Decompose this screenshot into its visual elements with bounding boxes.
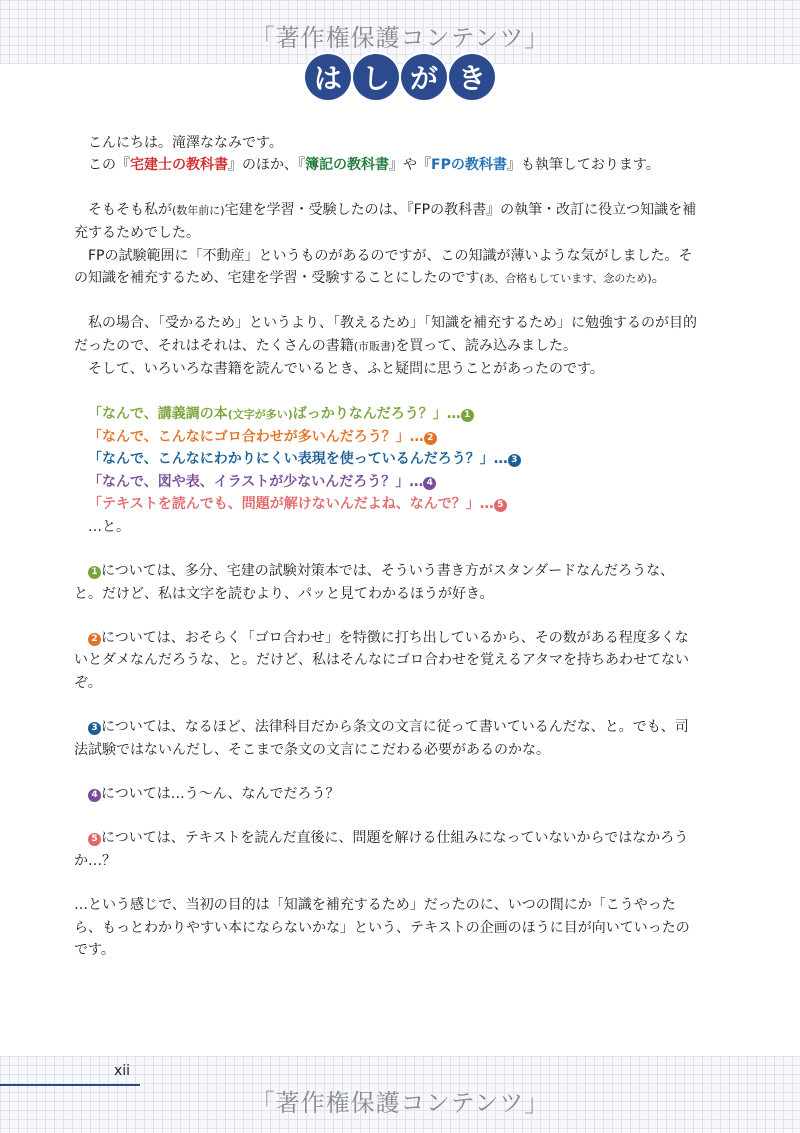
number-1-badge: 1: [88, 566, 101, 579]
number-1-badge: 1: [461, 409, 474, 422]
answer-5: 5 については、テキストを読んだ直後に、問題を解ける仕組みになっていないからではなかろうか…？: [74, 830, 689, 869]
question-2: 「なんで、こんなにゴロ合わせが多いんだろう？」… 2: [74, 426, 699, 448]
book-title-fp: FPの教科書: [431, 157, 507, 174]
question-5: 「テキストを読んでも、問題が解けないんだよね、なんで？」… 5: [74, 493, 699, 515]
page-title: [0, 54, 800, 100]
paragraph-study-purpose: 私の場合、「受かるため」というより、「教えるため」「知識を補充するため」に勉強するのが目的だったので、それはそれは、たくさんの書籍(市販書)を買って、読み込みました。: [74, 315, 697, 354]
number-5-badge: 5: [88, 833, 101, 846]
question-4: 「なんで、図や表、イラストが少ないんだろう？」… 4: [74, 471, 699, 493]
title-char-3: が: [401, 54, 447, 100]
paragraph-motivation: そもそも私が(数年前に)宅建を学習・受験したのは、『FPの教科書』の執筆・改訂に役立つ知識を補充するためでした。: [74, 201, 697, 242]
number-3-badge: 3: [88, 722, 101, 735]
watermark-top: 「著作権保護コンテンツ」: [250, 24, 550, 52]
number-5-badge: 5: [494, 499, 507, 512]
paragraph-conclusion: …という感じで、当初の目的は「知識を補充するため」だったのに、いつの間にか「こうやったら、もっとわかりやすい本にならないかな」という、テキストの企画のほうに目が向いていったのです。: [74, 897, 690, 958]
question-3: 「なんで、こんなにわかりにくい表現を使っているんだろう？」… 3: [74, 448, 699, 470]
book-title-boki: 簿記の教科書: [305, 157, 389, 174]
question-end: …と。: [88, 518, 130, 535]
paragraph-books: この『宅建士の教科書』のほか、『簿記の教科書』や『FPの教科書』も執筆しております。: [88, 157, 660, 174]
answer-4: 4 については…う～ん、なんでだろう？: [74, 783, 699, 805]
paragraph-fp-range: FPの試験範囲に「不動産」というものがあるのですが、この知識が薄いような気がしました。その知識を補充するため、宅建を学習・受験することにしたのです(あ、合格もしています、念のため)。: [74, 247, 693, 287]
body-text: [74, 132, 699, 961]
paragraph-question-intro: そして、いろいろな書籍を読んでいるとき、ふと疑問に思うことがあったのです。: [88, 361, 604, 378]
number-4-badge: 4: [88, 789, 101, 802]
number-2-badge: 2: [88, 633, 101, 646]
number-4-badge: 4: [423, 477, 436, 490]
page-number: xii: [114, 1063, 131, 1079]
title-char-2: し: [353, 54, 399, 100]
number-2-badge: 2: [424, 432, 437, 445]
question-1: 「なんで、講義調の本(文字が多い)ばっかりなんだろう？」… 1: [74, 403, 699, 426]
title-char-1: は: [305, 54, 351, 100]
title-char-4: き: [449, 54, 495, 100]
watermark-bottom: 「著作権保護コンテンツ」: [250, 1089, 550, 1117]
paragraph-greeting: こんにちは。滝澤ななみです。: [88, 135, 283, 151]
answer-1: 1 については、多分、宅建の試験対策本では、そういう書き方がスタンダードなんだろうな、と。だけど、私は文字を読むより、パッと見てわかるほうが好き。: [74, 563, 675, 602]
number-3-badge: 3: [508, 454, 521, 467]
book-title-takken: 宅建士の教科書: [130, 157, 228, 174]
answer-2: 2 については、おそらく「ゴロ合わせ」を特徴に打ち出しているから、その数がある程度多くないとダメなんだろうな、と。だけど、私はそんなにゴロ合わせを覚えるアタマを持ちあわせてないぞ。: [74, 629, 690, 691]
answer-3: 3 については、なるほど、法律科目だから条文の文言に従って書いているんだな、と。でも、司法試験ではないんだし、そこまで条文の文言にこだわる必要があるのかな。: [74, 719, 689, 758]
